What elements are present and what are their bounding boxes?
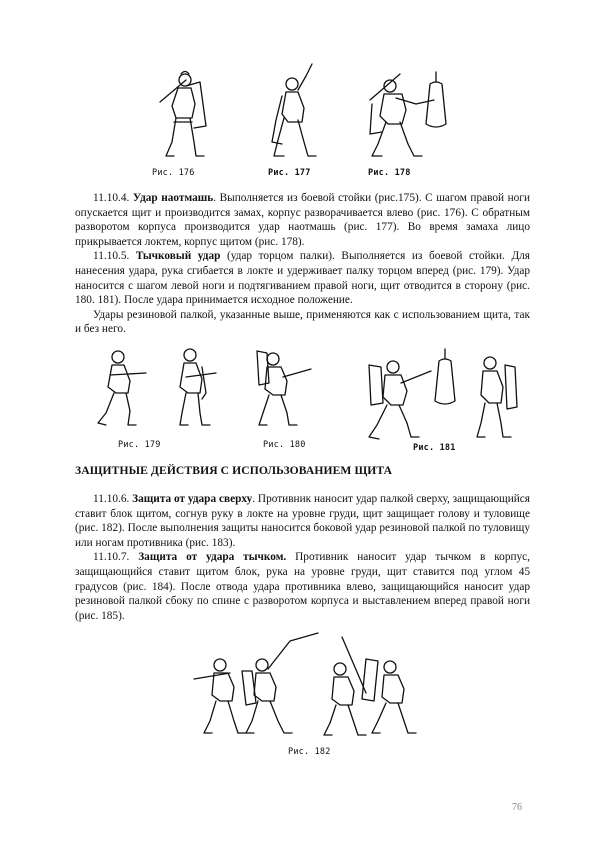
figure-180-caption: Рис. 180 (263, 440, 306, 450)
figure-182-caption: Рис. 182 (288, 747, 331, 757)
top-figure-row (0, 60, 600, 185)
figure-176-illustration (150, 60, 220, 178)
figure-178-illustration (360, 60, 460, 178)
figure-177-caption: Рис. 177 (268, 168, 311, 178)
section-1-text (75, 191, 530, 337)
paragraph-title-overhead-defense: Защита от удара сверху (132, 493, 253, 505)
paragraph-title-backhand-strike: Удар наотмашь (132, 192, 214, 204)
figure-181-illustration (355, 345, 525, 453)
figure-178-caption: Рис. 178 (368, 168, 411, 178)
figure-179-illustration (90, 345, 230, 450)
section-heading-shield-defense: ЗАЩИТНЫЕ ДЕЙСТВИЯ С ИСПОЛЬЗОВАНИЕМ ЩИТА (75, 464, 393, 477)
paragraph-title-jab-strike: Тычковый удар (135, 250, 221, 263)
page-number: 76 (512, 802, 522, 813)
figure-182-illustration (190, 635, 420, 757)
paragraph-11-10-6: 11.10.6. Защита от удара сверху. Противник наносит удар палкой сверху, защищающийся ставит блок щитом, согнув руку в локте на уровне груди, щит защищает голову и туловище (рис. 182). После выполнения защиты наносится боковой удар резиновой палкой по туловищу или ногам противника (рис. 183). (75, 493, 531, 549)
paragraph-11-10-4: 11.10.4. Удар наотмашь. Выполняется из боевой стойки (рис.175). С шагом правой ноги опускается щит и производится замах, корпус разворачивается влево (рис. 176). С обратным разворотом корпуса производится удар наотмашь (рис. 177). Во время замаха лицо прикрывается локтем, корпус щитом (рис. 178). (75, 192, 530, 248)
paragraph-11-10-5: 11.10.5. Тычковый удар (удар торцом палки). Выполняется из боевой стойки. Для нанесения удара, рука сгибается в локте и удерживает палку торцом вперед (рис. 179). Удар наносится с шагом левой ноги и подтягиванием правой ноги, щит отводится в сторону (рис. 180. 181). После удара принимается исходное положение. (75, 250, 530, 307)
paragraph-title-jab-defense: Защита от удара тычком. (138, 551, 287, 564)
figure-176-caption: Рис. 176 (152, 168, 195, 178)
middle-figure-row (0, 345, 600, 457)
paragraph-rubber-baton-note: Удары резиновой палкой, указанные выше, применяются как с использованием щита, так и без него. (75, 308, 530, 336)
figure-177-illustration (262, 60, 322, 178)
bottom-figure-row (0, 635, 600, 760)
section-2-text (75, 492, 530, 623)
paragraph-11-10-7: 11.10.7. Защита от удара тычком. Противник наносит удар тычком в корпус, защищающийся ставит щитом блок, рука на уровне груди, щит ставится под углом 45 градусов (рис. 184). После отвода удара противника влево, защищающийся наносит удар резиновой палкой сбоку по спине с разворотом корпуса и выставлением вперед правой ноги (рис. 185). (75, 551, 530, 622)
figure-180-illustration (245, 345, 315, 450)
figure-179-caption: Рис. 179 (118, 440, 161, 450)
figure-181-caption: Рис. 181 (413, 443, 456, 453)
